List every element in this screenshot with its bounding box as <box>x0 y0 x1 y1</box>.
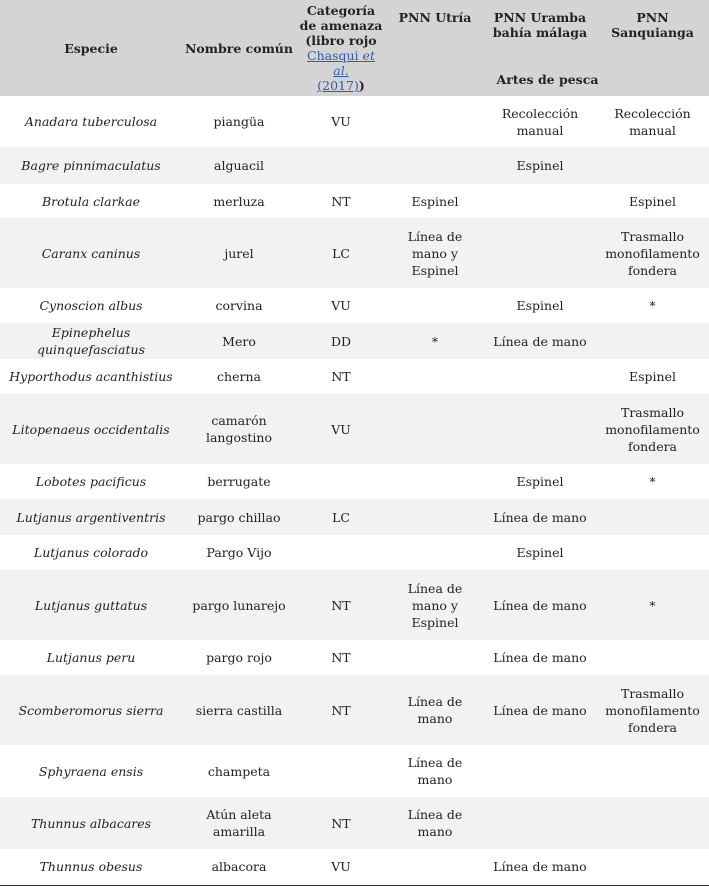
common-name-cell: cherna <box>217 369 261 384</box>
sanquianga-cell: Recolección manual <box>614 105 691 138</box>
category-cell: VU <box>331 858 351 874</box>
common-name-cell: pargo chillao <box>182 499 296 535</box>
category-cell: NT <box>296 570 386 640</box>
ref-etal: et al. <box>333 48 375 78</box>
common-name-cell: champeta <box>207 763 271 779</box>
category-cell <box>296 535 386 570</box>
uramba-cell: Espinel <box>516 298 564 313</box>
header-fishing-gear: Artes de pesca <box>386 72 709 96</box>
table-row <box>0 464 709 499</box>
sanquianga-cell: Espinel <box>629 193 676 209</box>
species-cell: Thunnus albacares <box>0 797 182 849</box>
sanquianga-cell: Trasmallo monofilamento fondera <box>596 218 709 288</box>
utria-cell <box>386 464 484 499</box>
threat-category-suffix: ) <box>358 78 365 93</box>
category-cell: DD <box>296 323 386 359</box>
common-name-cell: Atún aleta amarilla <box>182 797 296 849</box>
sanquianga-cell <box>596 640 709 675</box>
utria-cell <box>386 96 484 147</box>
table-row <box>0 535 709 570</box>
sanquianga-cell: Trasmallo monofilamento fondera <box>596 675 709 745</box>
common-name-cell: pargo rojo <box>206 650 272 665</box>
common-name-cell: corvina <box>215 298 263 313</box>
category-cell: LC <box>296 218 386 288</box>
uramba-cell: Espinel <box>516 545 564 560</box>
utria-cell: Línea de mano y Espinel <box>386 570 484 640</box>
uramba-cell: Línea de mano <box>493 650 587 665</box>
category-cell: VU <box>331 114 351 129</box>
uramba-cell: Línea de mano <box>493 858 587 874</box>
table-row <box>0 96 709 147</box>
common-name-cell: Pargo Vijo <box>206 545 272 560</box>
header-utria: PNN Utría <box>386 0 484 72</box>
uramba-cell: Línea de mano <box>484 570 596 640</box>
species-cell: Lutjanus guttatus <box>0 570 182 640</box>
uramba-cell <box>484 394 596 464</box>
table-body <box>0 96 709 883</box>
species-cell: Epinephelus quinquefasciatus <box>0 323 182 359</box>
category-cell: NT <box>296 797 386 849</box>
uramba-cell: Línea de mano <box>484 323 596 359</box>
table-row <box>0 849 709 883</box>
category-cell: VU <box>331 298 351 313</box>
category-cell: NT <box>331 193 351 209</box>
category-cell <box>296 745 386 797</box>
species-cell: Litopenaeus occidentalis <box>0 394 182 464</box>
table-row <box>0 675 709 745</box>
header-sanquianga: PNN Sanquianga <box>596 0 709 72</box>
common-name-cell: jurel <box>182 218 296 288</box>
utria-cell: Línea de mano <box>407 755 463 787</box>
common-name-cell: sierra castilla <box>182 675 296 745</box>
sanquianga-cell <box>596 323 709 359</box>
utria-cell <box>386 535 484 570</box>
species-cell: Lutjanus colorado <box>33 545 149 560</box>
utria-cell: Línea de mano <box>386 675 484 745</box>
utria-cell: Espinel <box>411 193 459 209</box>
uramba-cell <box>484 797 596 849</box>
utria-cell: * <box>386 323 484 359</box>
sanquianga-cell: Espinel <box>629 369 676 384</box>
table-row <box>0 394 709 464</box>
uramba-cell <box>484 218 596 288</box>
category-cell: VU <box>296 394 386 464</box>
utria-cell <box>386 359 484 394</box>
header-row <box>0 0 709 72</box>
utria-cell: Línea de mano <box>386 797 484 849</box>
common-name-cell: pargo lunarejo <box>182 570 296 640</box>
sanquianga-cell: * <box>649 298 656 313</box>
species-cell: Scomberomorus sierra <box>0 675 182 745</box>
category-cell: NT <box>331 650 351 665</box>
table-row <box>0 570 709 640</box>
category-cell <box>296 464 386 499</box>
common-name-cell: piangüa <box>213 114 265 129</box>
header-threat-category <box>296 0 386 96</box>
table-row <box>0 323 709 359</box>
uramba-cell: Recolección manual <box>501 105 579 138</box>
sanquianga-cell: * <box>649 474 656 489</box>
species-cell: Bagre pinnimaculatus <box>0 147 182 184</box>
sanquianga-cell: Trasmallo monofilamento fondera <box>596 394 709 464</box>
uramba-cell: Espinel <box>484 147 596 184</box>
table-row <box>0 640 709 675</box>
table-row <box>0 288 709 323</box>
table-row <box>0 147 709 184</box>
uramba-cell <box>484 745 596 797</box>
sanquianga-cell: * <box>596 570 709 640</box>
table-row <box>0 499 709 535</box>
table-row <box>0 797 709 849</box>
utria-cell <box>386 499 484 535</box>
header-uramba: PNN Uramba bahía málaga <box>484 0 596 72</box>
species-cell: Caranx caninus <box>0 218 182 288</box>
species-cell: Thunnus obesus <box>39 858 143 874</box>
species-cell: Hyporthodus acanthistius <box>9 369 173 384</box>
table-row <box>0 359 709 394</box>
utria-cell <box>386 288 484 323</box>
sanquianga-cell <box>596 535 709 570</box>
common-name-cell: Mero <box>182 323 296 359</box>
common-name-cell: albacora <box>211 858 267 874</box>
species-cell: Sphyraena ensis <box>38 763 144 779</box>
species-cell: Cynoscion albus <box>39 298 143 313</box>
utria-cell <box>386 849 484 883</box>
utria-cell <box>386 394 484 464</box>
ref-author: Chasqui <box>307 48 359 63</box>
species-cell: Brotula clarkae <box>41 193 141 209</box>
sanquianga-cell <box>596 499 709 535</box>
category-cell: NT <box>296 675 386 745</box>
uramba-cell <box>484 184 596 218</box>
header-common-name: Nombre común <box>182 0 296 96</box>
uramba-cell <box>484 359 596 394</box>
chasqui-reference-link[interactable] <box>307 48 375 93</box>
utria-cell <box>386 640 484 675</box>
ref-year: (2017) <box>317 78 359 93</box>
sanquianga-cell <box>596 147 709 184</box>
table-row <box>0 745 709 797</box>
table-row <box>0 218 709 288</box>
uramba-cell: Espinel <box>516 474 564 489</box>
header-species: Especie <box>0 0 182 96</box>
species-cell: Anadara tuberculosa <box>24 114 158 129</box>
sanquianga-cell <box>596 745 709 797</box>
category-cell <box>296 147 386 184</box>
sanquianga-cell <box>596 849 709 883</box>
category-cell: LC <box>296 499 386 535</box>
common-name-cell: camarón langostino <box>182 394 296 464</box>
table-row <box>0 184 709 218</box>
common-name-cell: alguacil <box>182 147 296 184</box>
utria-cell <box>386 147 484 184</box>
uramba-cell: Línea de mano <box>484 675 596 745</box>
species-cell: Lobotes pacificus <box>35 474 147 489</box>
species-cell: Lutjanus peru <box>46 650 136 665</box>
common-name-cell: merluza <box>213 193 265 209</box>
utria-cell: Línea de mano y Espinel <box>386 218 484 288</box>
species-cell: Lutjanus argentiventris <box>0 499 182 535</box>
category-cell: NT <box>331 369 351 384</box>
common-name-cell: berrugate <box>207 474 271 489</box>
uramba-cell: Línea de mano <box>484 499 596 535</box>
threat-category-label: Categoría de amenaza (libro rojo <box>299 3 383 48</box>
sanquianga-cell <box>596 797 709 849</box>
